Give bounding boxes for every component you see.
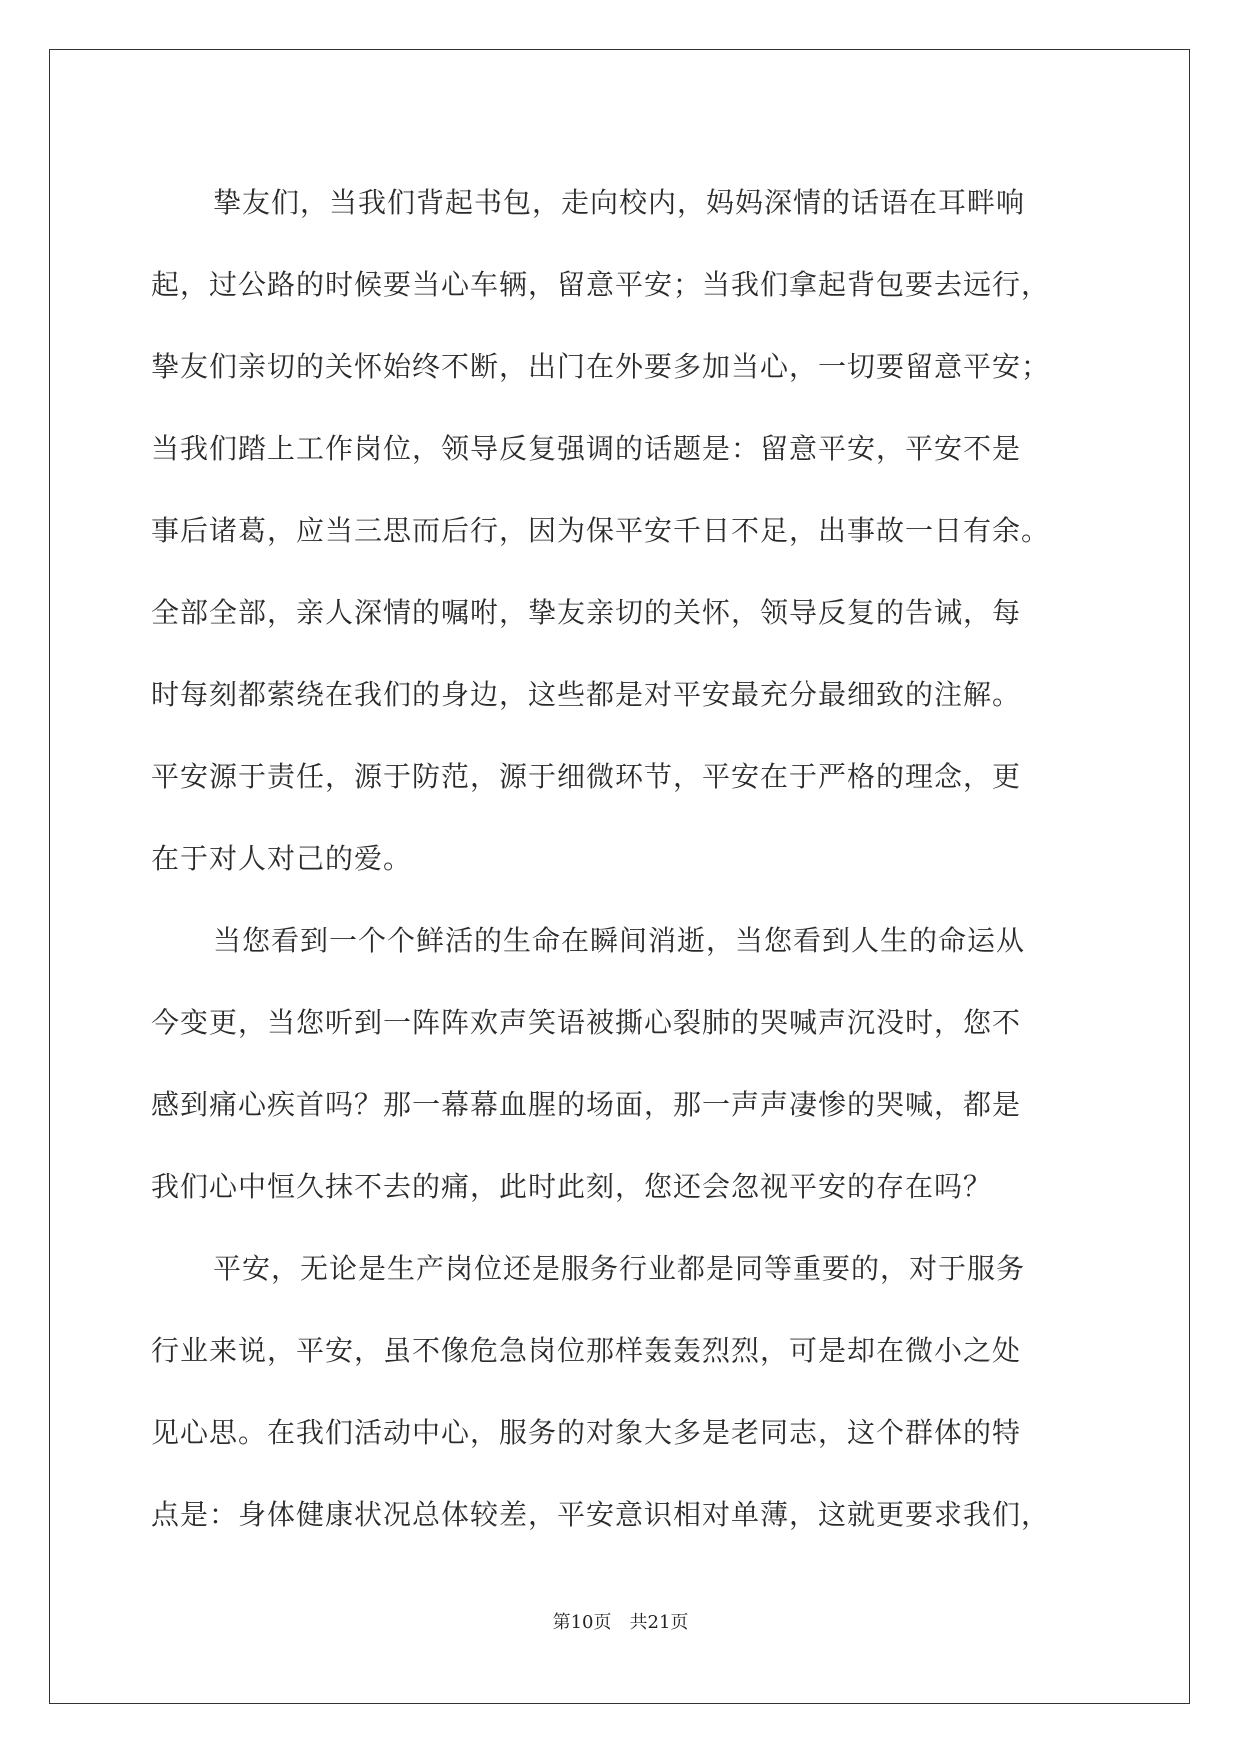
paragraph-1 bbox=[151, 162, 1101, 900]
text-line: 全部全部，亲人深情的嘱咐，挚友亲切的关怀，领导反复的告诫，每 bbox=[151, 596, 1022, 629]
text-line: 我们心中恒久抹不去的痛，此时此刻，您还会忽视平安的存在吗？ bbox=[151, 1170, 993, 1203]
page-footer bbox=[0, 1608, 1241, 1634]
total-pages: 共21页 bbox=[629, 1612, 689, 1633]
text-line: 在于对人对己的爱。 bbox=[151, 842, 413, 875]
text-line: 平安源于责任，源于防范，源于细微环节，平安在于严格的理念，更 bbox=[151, 760, 1022, 793]
page-number: 第10页 bbox=[552, 1612, 612, 1633]
paragraph-2 bbox=[151, 900, 1101, 1228]
text-line: 起，过公路的时候要当心车辆，留意平安；当我们拿起背包要去远行， bbox=[151, 268, 1051, 301]
text-line: 见心思。在我们活动中心，服务的对象大多是老同志，这个群体的特 bbox=[151, 1416, 1022, 1449]
text-line: 当您看到一个个鲜活的生命在瞬间消逝，当您看到人生的命运从 bbox=[213, 924, 1026, 957]
text-line: 今变更，当您听到一阵阵欢声笑语被撕心裂肺的哭喊声沉没时，您不 bbox=[151, 1006, 1022, 1039]
text-line: 时每刻都萦绕在我们的身边，这些都是对平安最充分最细致的注解。 bbox=[151, 678, 1022, 711]
text-line: 行业来说，平安，虽不像危急岗位那样轰轰烈烈，可是却在微小之处 bbox=[151, 1334, 1022, 1367]
text-line: 挚友们，当我们背起书包，走向校内，妈妈深情的话语在耳畔响 bbox=[213, 186, 1026, 219]
text-line: 事后诸葛，应当三思而后行，因为保平安千日不足，出事故一日有余。 bbox=[151, 514, 1051, 547]
text-line: 平安，无论是生产岗位还是服务行业都是同等重要的，对于服务 bbox=[213, 1252, 1026, 1285]
text-line: 感到痛心疾首吗？那一幕幕血腥的场面，那一声声凄惨的哭喊，都是 bbox=[151, 1088, 1022, 1121]
text-line: 当我们踏上工作岗位，领导反复强调的话题是：留意平安，平安不是 bbox=[151, 432, 1022, 465]
paragraph-3 bbox=[151, 1228, 1101, 1556]
document-body bbox=[151, 162, 1101, 1556]
text-line: 挚友们亲切的关怀始终不断，出门在外要多加当心，一切要留意平安； bbox=[151, 350, 1051, 383]
text-line: 点是：身体健康状况总体较差，平安意识相对单薄，这就更要求我们， bbox=[151, 1498, 1051, 1531]
